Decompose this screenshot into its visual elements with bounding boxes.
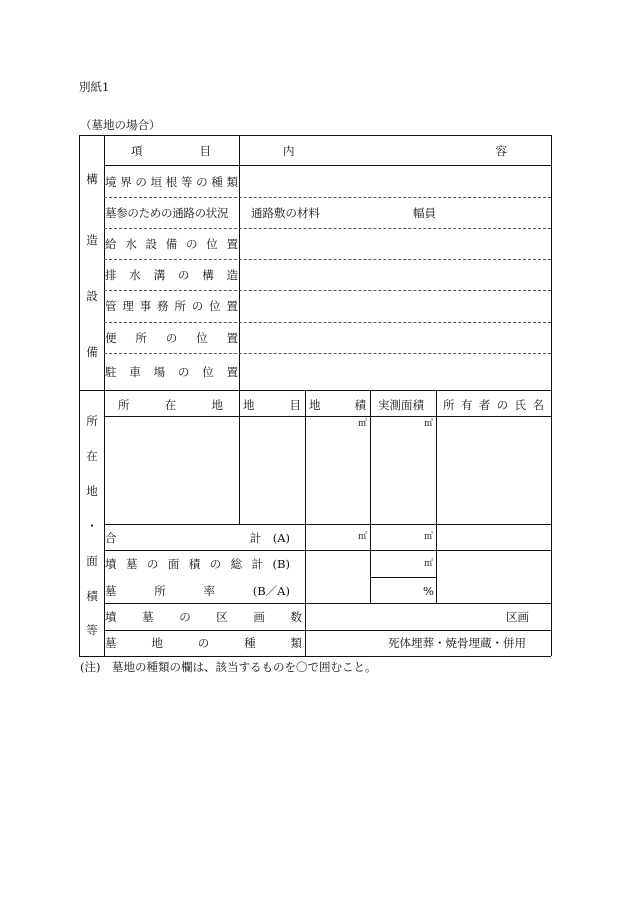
row-path-status: 墓参のための通路の状況 [105,206,229,220]
row-parking: 駐 車 場 の 位 置 [105,365,238,379]
col-measured-header: 実測面積 [378,398,424,412]
row-office: 管 理 事 務 所 の 位 置 [105,299,238,313]
row-fence-type: 境 界 の 垣 根 等 の 種 類 [105,175,238,189]
path-width-label: 幅員 [413,206,436,220]
unit-sqm: ㎡ [358,419,368,429]
row-water-supply: 給 水 設 備 の 位 置 [105,237,238,251]
side-char: 所 [86,414,98,428]
side-char: 面 [86,554,98,568]
side-char: 設 [86,289,98,303]
attachment-label: 別紙1 [79,80,110,94]
plots-unit: 区画 [506,610,529,624]
unit-sqm: ㎡ [424,559,434,569]
grave-total-label: 墳 墓 の 面 積 の 総 計 (B) [105,557,290,571]
side-char: 造 [86,233,98,247]
side-char: 備 [86,345,98,359]
grave-plots-label: 墳 墓 の 区 画 数 [105,610,302,624]
row-drainage: 排 水 溝 の 構 造 [105,268,238,282]
side-char: 構 [86,172,98,186]
col-owner-header: 所 有 者 の 氏 名 [443,398,544,412]
grave-ratio-label: 墓 所 率 (B／A) [105,584,290,598]
col-area-header: 地 積 [309,398,366,412]
side-char: 在 [86,449,98,463]
path-material-label: 通路敷の材料 [251,206,320,220]
total-label: 合 計 (A) [105,531,290,545]
col-category-header: 地 目 [243,398,301,412]
col-address-header: 所 在 地 [118,398,223,412]
cemetery-type-options: 死体埋葬・焼骨埋蔵・併用 [388,636,526,650]
side-char: 積 [86,589,98,603]
side-char: 等 [86,623,98,637]
section-label: （墓地の場合） [80,118,161,132]
unit-sqm: ㎡ [424,532,434,542]
unit-percent: % [423,584,434,598]
unit-sqm: ㎡ [424,419,434,429]
side-char: 地 [86,484,98,498]
footnote: (注) 墓地の種類の欄は、該当するものを〇で囲むこと。 [80,660,377,674]
header-item: 項 目 [131,144,211,158]
unit-sqm: ㎡ [358,532,368,542]
cemetery-type-label: 墓 地 の 種 類 [105,636,302,650]
header-content: 内 容 [283,144,507,158]
side-char: ・ [86,519,98,533]
row-toilet: 便 所 の 位 置 [105,331,238,345]
